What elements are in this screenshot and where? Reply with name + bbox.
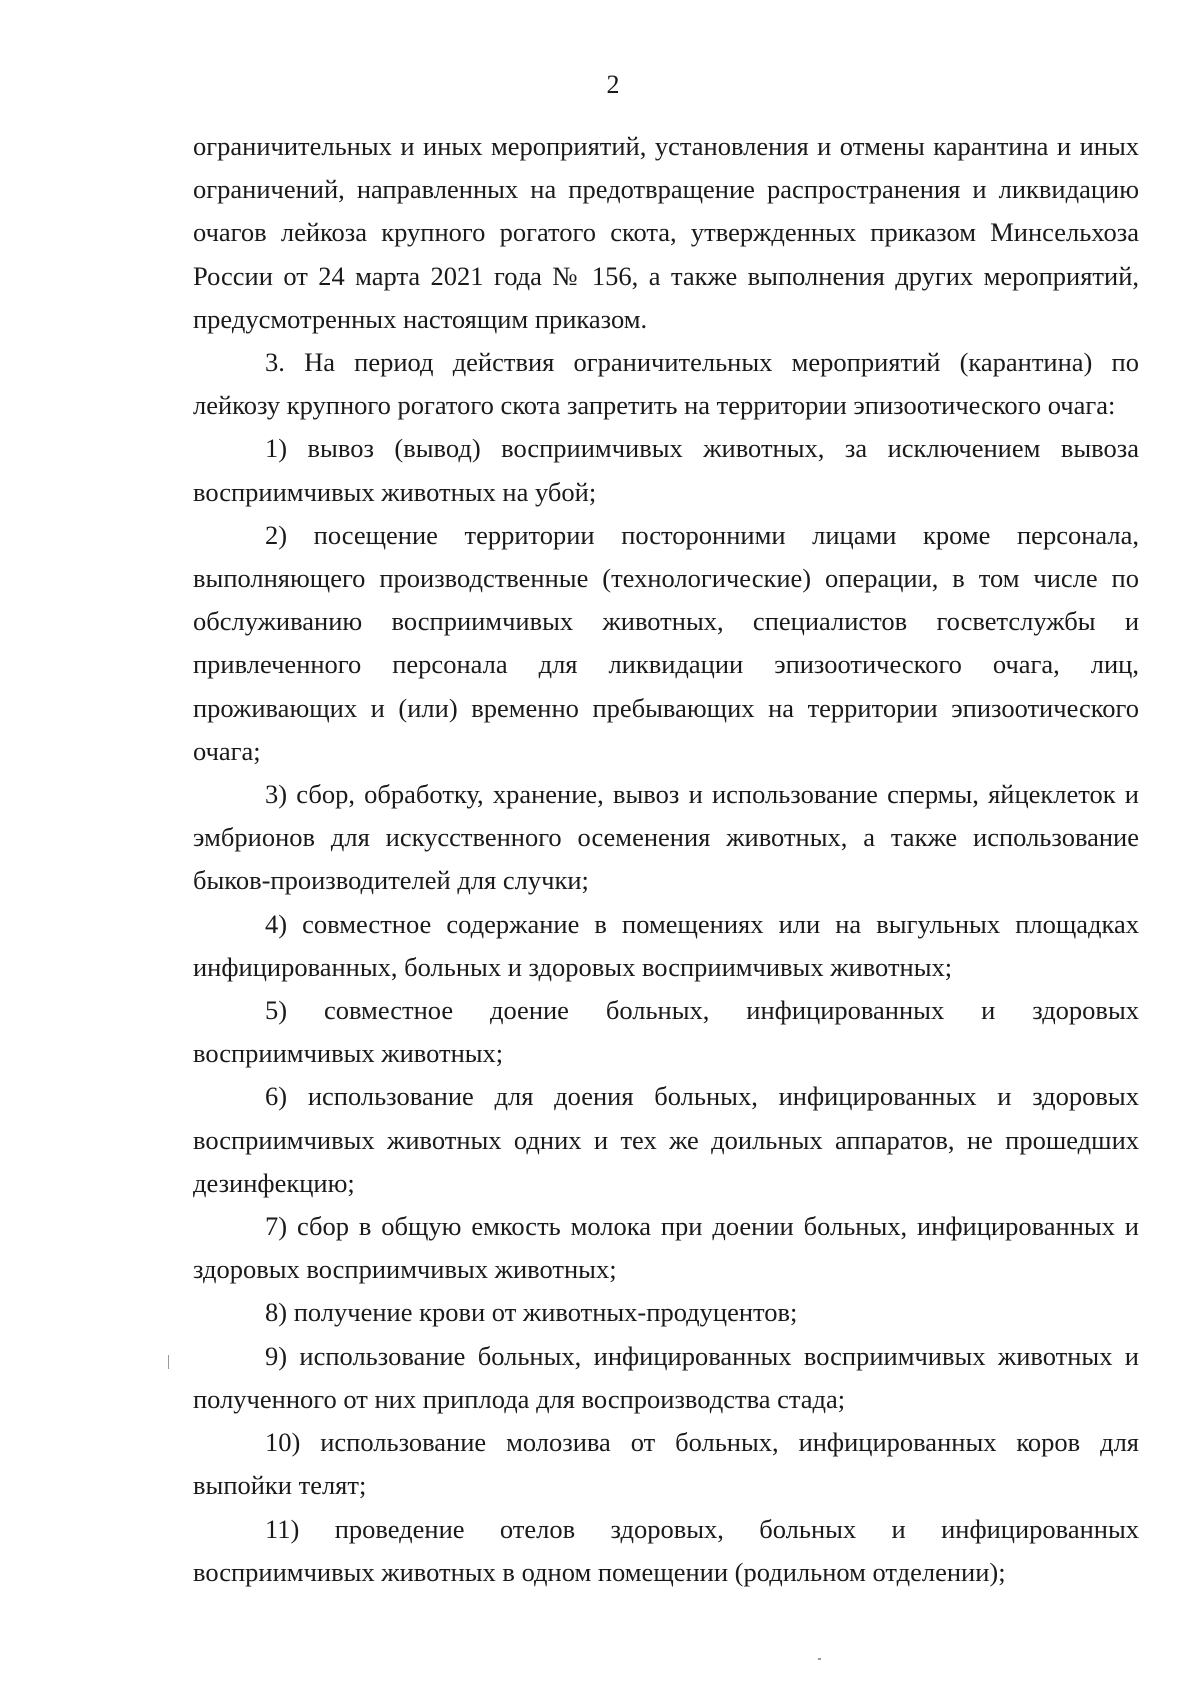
list-item-1: 1) вывоз (вывод) восприимчивых животных, за исключением вывоза восприимчивых животных на убой; xyxy=(193,433,1139,507)
paragraph-clause-3: 3. На период действия ограничительных мероприятий (карантина) по лейкозу крупного рогатого скота запретить на территории эпизоотического очага: xyxy=(193,347,1139,421)
document-body xyxy=(193,125,1139,1594)
list-item-9: 9) использование больных, инфицированных восприимчивых животных и полученного от них приплода для воспроизводства стада; xyxy=(193,1340,1139,1414)
list-item-5: 5) совместное доение больных, инфицированных и здоровых восприимчивых животных; xyxy=(193,995,1139,1069)
list-item-6: 6) использование для доения больных, инфицированных и здоровых восприимчивых животных одних и тех же доильных аппаратов, не прошедших дезинфекцию; xyxy=(193,1081,1139,1198)
scan-speck xyxy=(818,1658,821,1660)
list-item-2: 2) посещение территории посторонними лицами кроме персонала, выполняющего производственные (технологические) операции, в том числе по обслуживанию восприимчивых животных, специалистов госветслужбы и привлеченного персонала для ликвидации эпизоотического очага, лиц, проживающих и (или) временно пребывающих на территории эпизоотического очага; xyxy=(193,519,1139,766)
list-item-11: 11) проведение отелов здоровых, больных и инфицированных восприимчивых животных в одном помещении (родильном отделении); xyxy=(193,1513,1139,1587)
scan-speck xyxy=(168,1355,169,1369)
page-number: 2 xyxy=(606,70,620,99)
list-item-4: 4) совместное содержание в помещениях или на выгульных площадках инфицированных, больных и здоровых восприимчивых животных; xyxy=(193,908,1139,982)
list-item-10: 10) использование молозива от больных, инфицированных коров для выпойки телят; xyxy=(193,1427,1139,1501)
list-item-3: 3) сбор, обработку, хранение, вывоз и использование спермы, яйцеклеток и эмбрионов для искусственного осеменения животных, а также использование быков-производителей для случки; xyxy=(193,779,1139,896)
list-item-8: 8) получение крови от животных-продуцентов; xyxy=(265,1297,798,1328)
paragraph-continuation: ограничительных и иных мероприятий, установления и отмены карантина и иных ограничений, направленных на предотвращение распространения и ликвидацию очагов лейкоза крупного рогатого скота, утвержденных приказом Минсельхоза России от 24 марта 2021 года № 156, а также выполнения других мероприятий, предусмотренных настоящим приказом. xyxy=(193,131,1139,334)
list-item-7: 7) сбор в общую емкость молока при доении больных, инфицированных и здоровых восприимчивых животных; xyxy=(193,1211,1139,1285)
